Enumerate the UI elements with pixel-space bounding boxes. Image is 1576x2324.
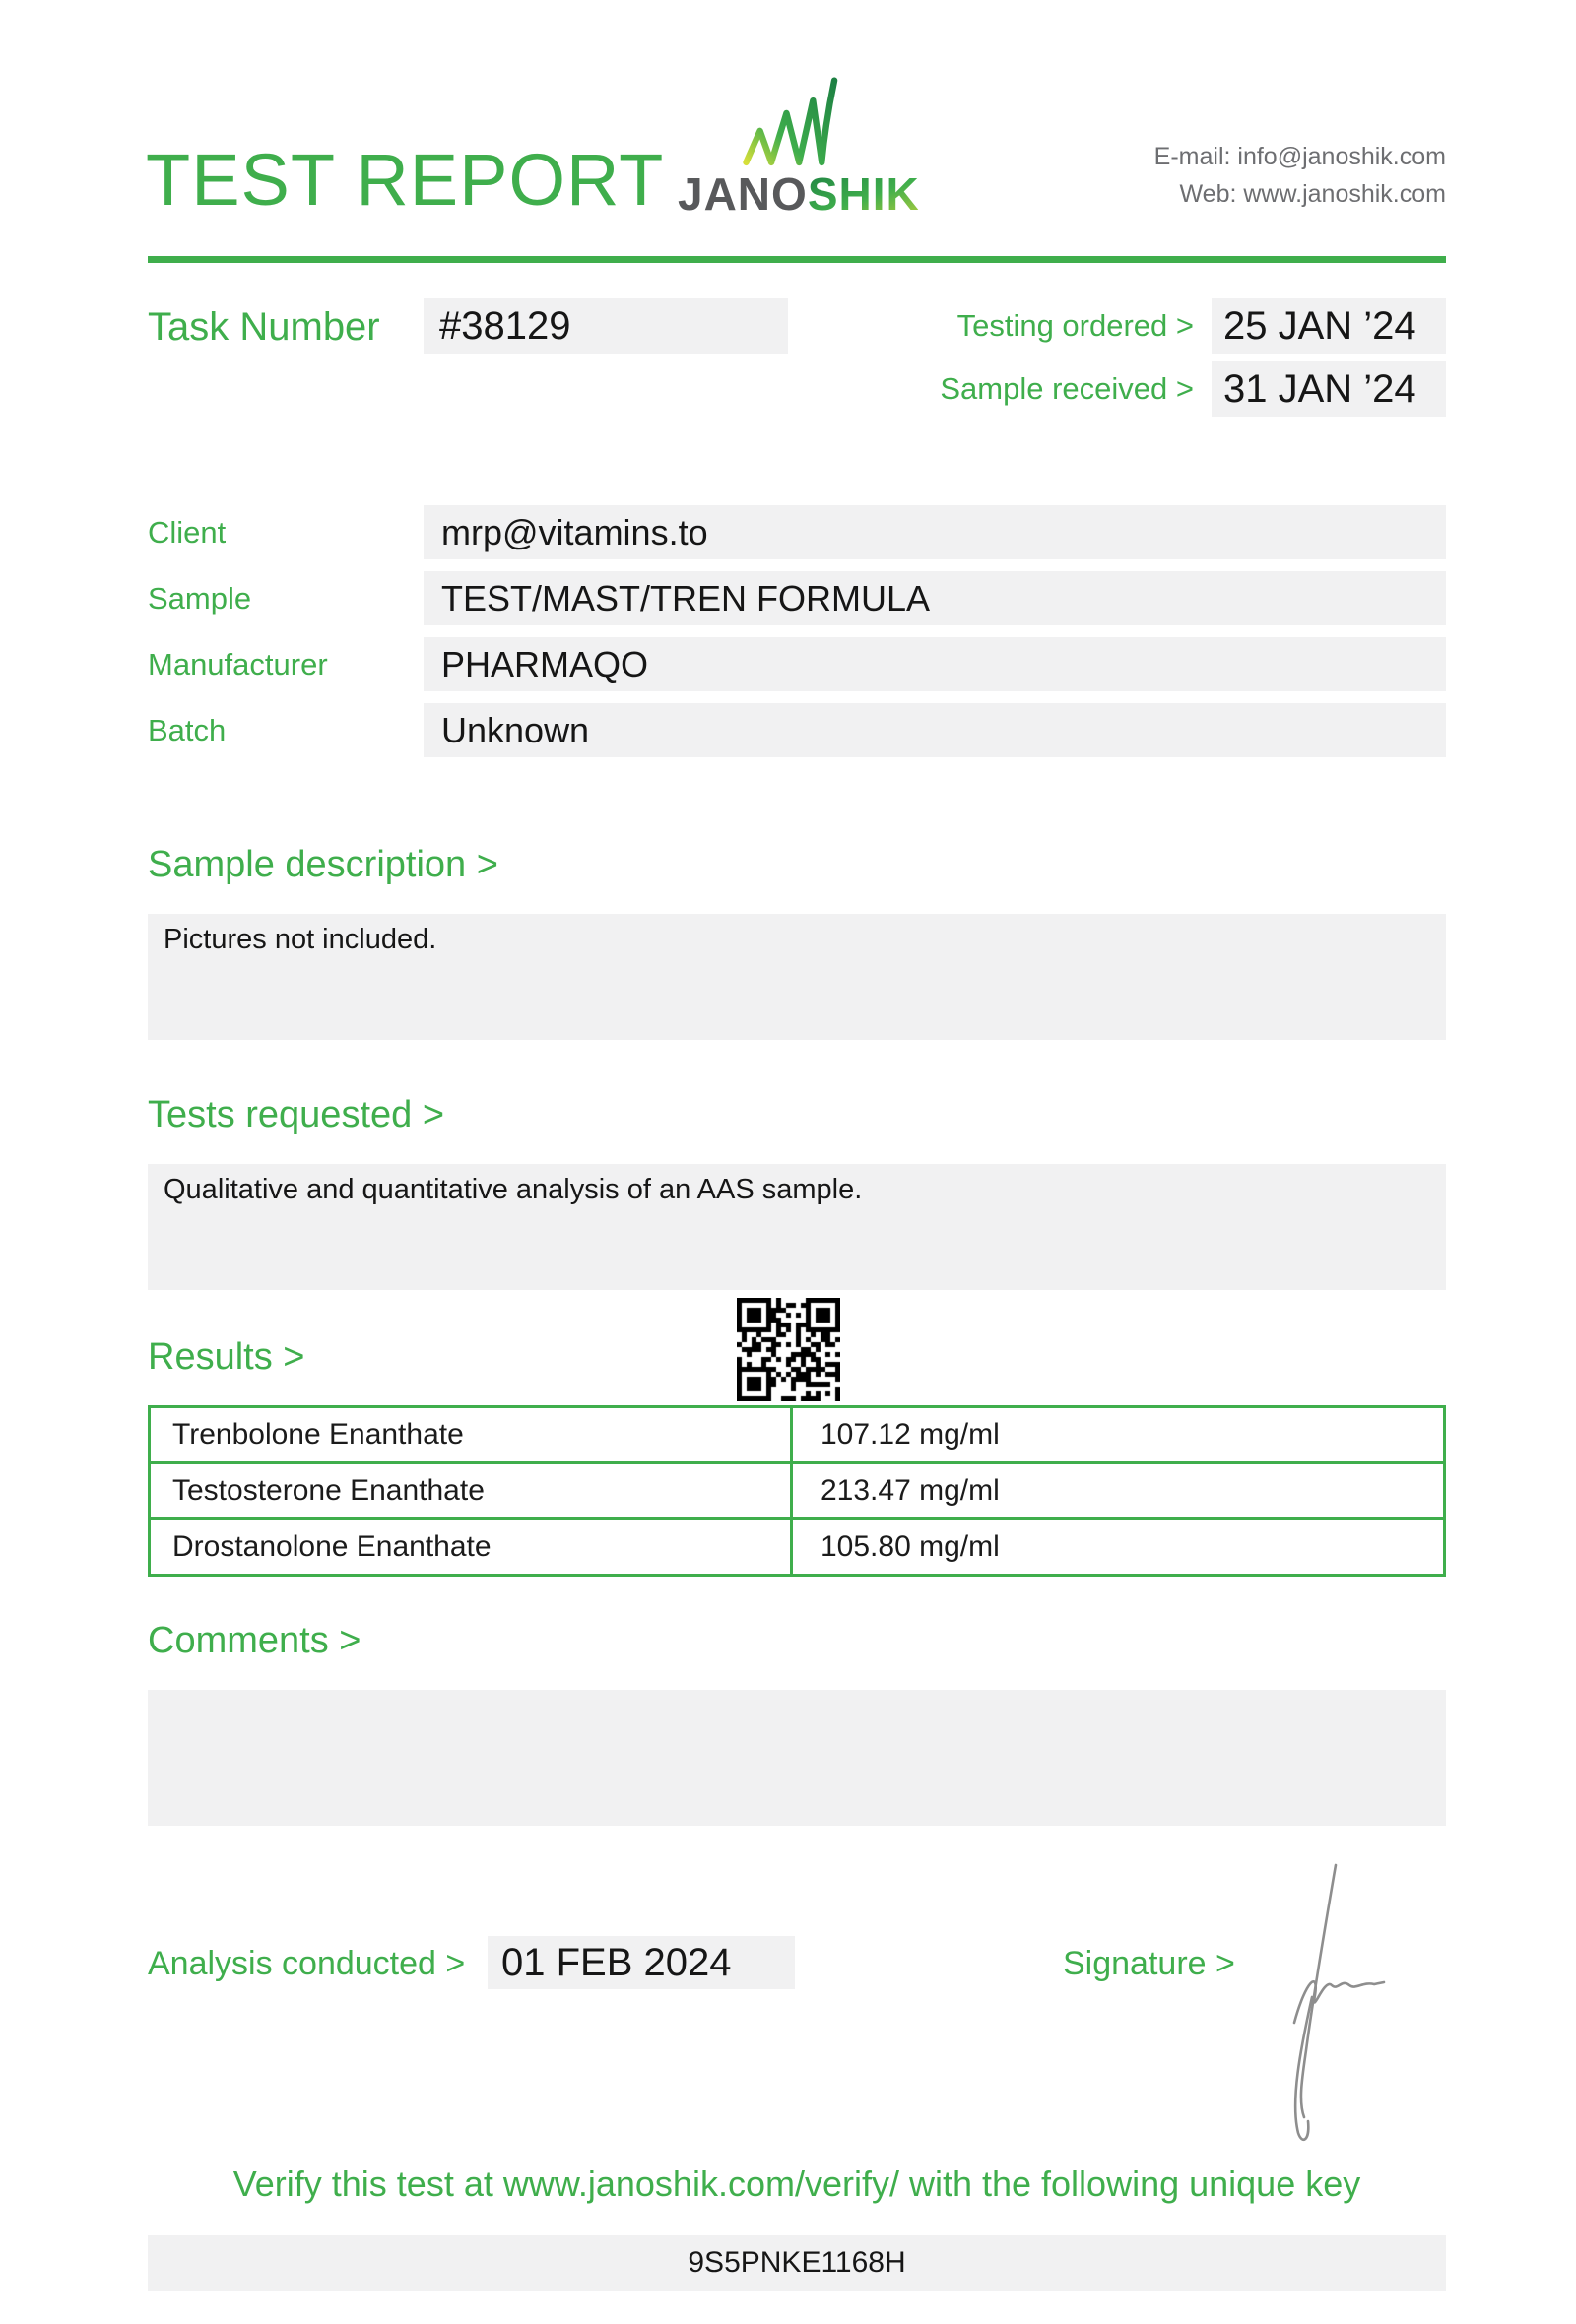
task-number-label: Task Number	[148, 305, 380, 349]
sample-description-box: Pictures not included.	[148, 914, 1446, 1040]
sample-received-row	[940, 361, 1446, 417]
detail-row-manufacturer	[148, 637, 1446, 691]
result-substance: Trenbolone Enanthate	[151, 1408, 793, 1461]
logo-chart-icon	[738, 73, 840, 167]
detail-row-sample	[148, 571, 1446, 625]
batch-value: Unknown	[424, 703, 1446, 757]
result-substance: Drostanolone Enanthate	[151, 1520, 793, 1574]
sample-received-value: 31 JAN ’24	[1212, 361, 1446, 417]
brand-text-gray: JANO	[678, 168, 808, 220]
qr-code	[737, 1298, 840, 1401]
tests-requested-box: Qualitative and quantitative analysis of an AAS sample.	[148, 1164, 1446, 1290]
comments-box	[148, 1690, 1446, 1826]
sample-received-label: Sample received >	[940, 371, 1194, 406]
detail-row-client	[148, 505, 1446, 559]
analysis-date-value: 01 FEB 2024	[488, 1936, 795, 1989]
client-value: mrp@vitamins.to	[424, 505, 1446, 559]
client-label: Client	[148, 515, 227, 549]
analysis-conducted-label: Analysis conducted >	[148, 1945, 466, 1982]
verify-key-box: 9S5PNKE1168H	[148, 2235, 1446, 2291]
manufacturer-label: Manufacturer	[148, 647, 328, 681]
results-heading: Results >	[148, 1336, 305, 1378]
result-amount: 213.47 mg/ml	[821, 1474, 1000, 1507]
results-row	[151, 1517, 1443, 1574]
batch-label: Batch	[148, 713, 227, 747]
testing-ordered-row	[957, 298, 1446, 354]
task-number-value: #38129	[424, 298, 788, 354]
tests-requested-heading: Tests requested >	[148, 1094, 445, 1135]
testing-ordered-label: Testing ordered >	[956, 308, 1194, 343]
brand-text-green: SHIK	[807, 168, 920, 220]
contact-email: E-mail: info@janoshik.com	[1153, 143, 1446, 170]
verify-text: Verify this test at www.janoshik.com/verify/ with the following unique key	[232, 2163, 1361, 2204]
result-amount: 105.80 mg/ml	[821, 1530, 1000, 1563]
brand-wordmark	[678, 168, 920, 220]
results-table	[148, 1405, 1446, 1577]
detail-row-batch	[148, 703, 1446, 757]
contact-web: Web: www.janoshik.com	[1179, 180, 1446, 208]
result-substance: Testosterone Enanthate	[151, 1464, 793, 1517]
signature-label: Signature >	[1063, 1945, 1235, 1982]
sample-value: TEST/MAST/TREN FORMULA	[424, 571, 1446, 625]
header-divider	[148, 256, 1446, 263]
signature-image	[1273, 1853, 1411, 2149]
brand-logo	[678, 73, 920, 220]
results-row	[151, 1461, 1443, 1517]
results-row	[151, 1408, 1443, 1461]
testing-ordered-value: 25 JAN ’24	[1212, 298, 1446, 354]
contact-block	[1154, 138, 1446, 213]
sample-description-heading: Sample description >	[148, 844, 498, 885]
comments-heading: Comments >	[148, 1620, 361, 1661]
page-title: TEST REPORT	[146, 139, 665, 221]
sample-label: Sample	[148, 581, 252, 615]
result-amount: 107.12 mg/ml	[821, 1418, 1000, 1451]
manufacturer-value: PHARMAQO	[424, 637, 1446, 691]
